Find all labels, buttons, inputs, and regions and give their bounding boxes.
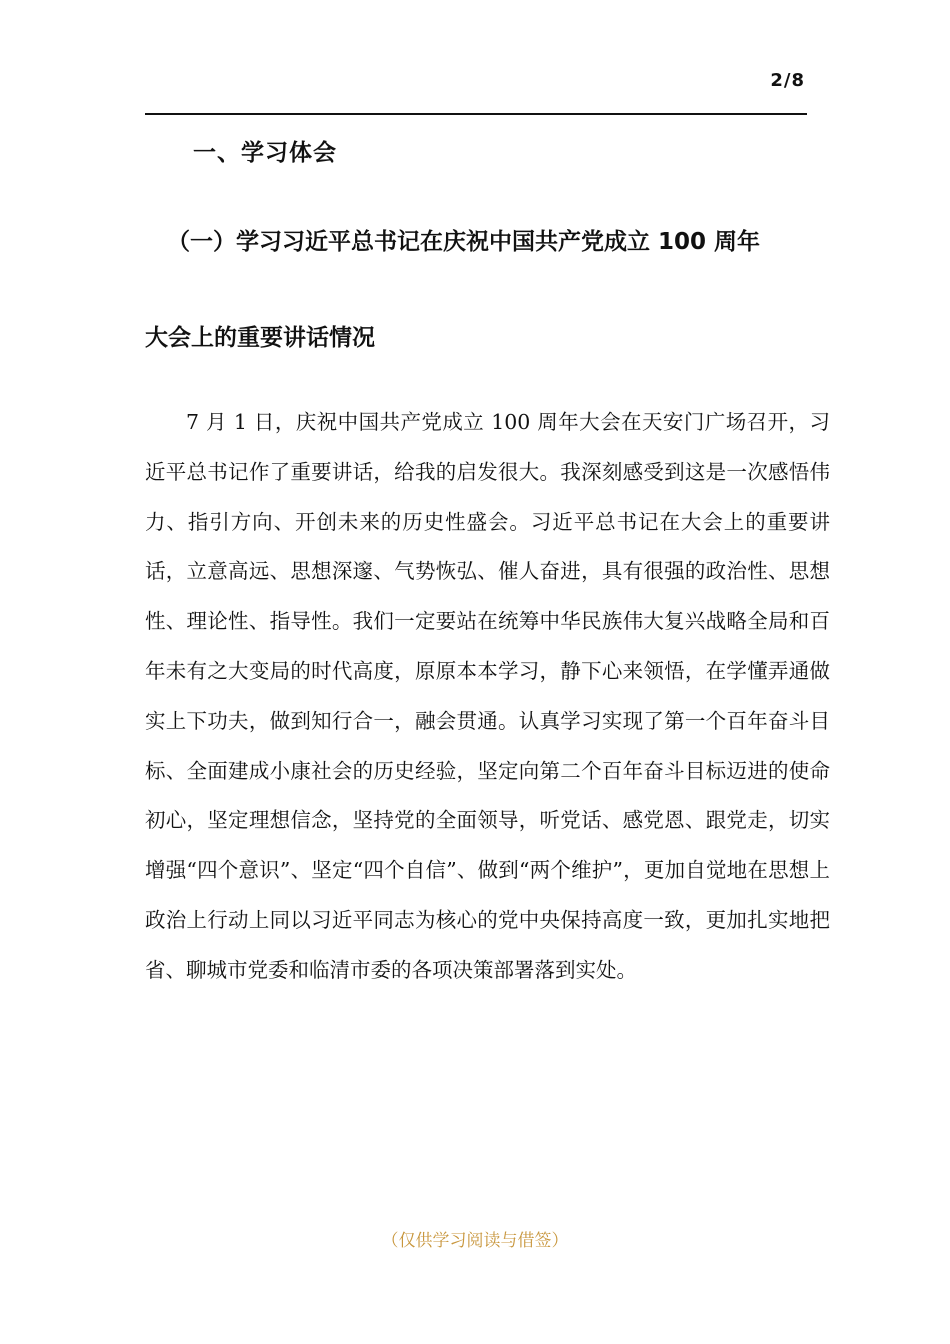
body-paragraph: 7 月 1 日，庆祝中国共产党成立 100 周年大会在天安门广场召开，习近平总书记作了重要讲话，给我的启发很大。我深刻感受到这是一次感悟伟力、指引方向、开创未来的历史性盛会。习近平总书记在大会上的重要讲话，立意高远、思想深邃、气势恢弘、催人奋进，具有很强的政治性、思想性、理论性、指导性。我们一定要站在统筹中华民族伟大复兴战略全局和百年未有之大变局的时代高度，原原本本学习，静下心来领悟，在学懂弄通做实上下功夫，做到知行合一，融会贯通。认真学习实现了第一个百年奋斗目标、全面建成小康社会的历史经验，坚定向第二个百年奋斗目标迈进的使命初心，坚定理想信念，坚持党的全面领导，听党话、感党恩、跟党走，切实增强“四个意识”、坚定“四个自信”、做到“两个维护”，更加自觉地在思想上政治上行动上同以习近平同志为核心的党中央保持高度一致，更加扎实地把省、聊城市党委和临清市委的各项决策部署落到实处。 [145,410,830,982]
subsection-heading-line-1: （一）学习习近平总书记在庆祝中国共产党成立 100 周年 [167,229,761,255]
page-number: 2/8 [770,70,805,91]
section-heading: 一、学习体会 [193,140,337,166]
subsection-heading [145,218,825,362]
header-divider [145,113,807,115]
subsection-heading-line-2: 大会上的重要讲话情况 [145,325,375,351]
footer-note: （仅供学习阅读与借签） [381,1231,569,1251]
